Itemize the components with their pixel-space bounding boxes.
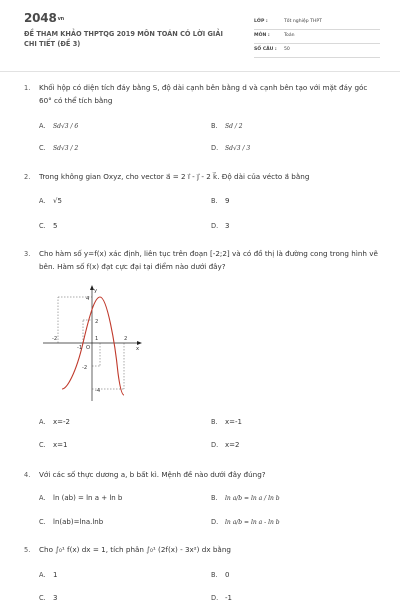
tick-neg2-x: -2 bbox=[52, 336, 58, 342]
option-a[interactable]: A. ln (ab) = ln a + ln b bbox=[39, 494, 123, 502]
option-a[interactable]: A. Sd√3 / 6 bbox=[39, 122, 79, 130]
option-b[interactable]: B. 9 bbox=[211, 197, 230, 205]
question-4: 4. Với các số thực dương a, b bất kì. Mệnh đề nào dưới đây đúng? A. ln (ab) = ln a + ln b B. ln a/b = ln a / ln b C. ln(ab)=lna.lnb D. ln a/b = ln a - ln b bbox=[24, 469, 380, 534]
question-stem: Với các số thực dương a, b bất kì. Mệnh đề nào dưới đây đúng? bbox=[39, 470, 266, 479]
header bbox=[0, 0, 400, 68]
option-a[interactable]: A. √5 bbox=[39, 197, 62, 205]
tick-4: 4 bbox=[86, 296, 90, 302]
tick-2: 2 bbox=[95, 319, 99, 325]
option-d[interactable]: D. x=2 bbox=[211, 441, 240, 449]
option-c[interactable]: C. ln(ab)=lna.lnb bbox=[39, 518, 104, 526]
question-stem: Trong không gian Oxyz, cho vector a⃗ = 2 i⃗ - j⃗ - 2 k⃗. Độ dài của vécto a⃗ bằng bbox=[39, 172, 310, 181]
option-b[interactable]: B. x=-1 bbox=[211, 418, 242, 426]
option-c[interactable]: C. Sd√3 / 2 bbox=[39, 144, 79, 152]
origin-label: O bbox=[86, 345, 91, 351]
option-b[interactable]: B. 0 bbox=[211, 571, 230, 579]
option-a[interactable]: A. x=-2 bbox=[39, 418, 70, 426]
tick-1: 1 bbox=[95, 336, 99, 342]
question-3: 3. Cho hàm số y=f(x) xác định, liên tục trên đoạn [-2;2] và có đồ thị là đường cong trong hình vẽ bên. Hàm số f(x) đạt cực đại tại điểm nào dưới đây? A. x=-2 B. x=-1 C. x=1 D. x=2 bbox=[24, 248, 380, 458]
exam-title: ĐỀ THAM KHẢO THPTQG 2019 MÔN TOÁN CÓ LỜI GIẢI CHI TIẾT (ĐỀ 3) bbox=[24, 30, 223, 48]
question-stem: Cho hàm số y=f(x) xác định, liên tục trên đoạn [-2;2] và có đồ thị là đường cong trong hình vẽ bên. Hàm số f(x) đạt cực đại tại điểm nào dưới đây? bbox=[39, 249, 378, 271]
exam-meta bbox=[254, 16, 380, 58]
x-axis-arrow bbox=[137, 341, 142, 345]
question-1: 1. Khối hộp có diện tích đáy bằng S, độ dài cạnh bên bằng d và cạnh bên tạo với mặt đáy góc 60° có thể tích bằng A. Sd√3 / 6 B. Sd / 2 C. Sd√3 / 2 D. Sd√3 / 3 bbox=[24, 82, 380, 172]
question-5: 5. Cho ∫₀¹ f(x) dx = 1, tích phân ∫₀¹ (2f(x) - 3x²) dx bằng A. 1 B. 0 C. 3 D. -1 bbox=[24, 544, 380, 600]
option-b[interactable]: B. Sd / 2 bbox=[211, 122, 243, 130]
option-d[interactable]: D. ln a/b = ln a - ln b bbox=[211, 518, 280, 526]
meta-row-class: LỚP : Tốt nghiệp THPT bbox=[254, 16, 380, 30]
tick-neg2-y: -2 bbox=[82, 365, 88, 371]
option-c[interactable]: C. 3 bbox=[39, 594, 58, 602]
meta-row-subject: MÔN : Toán bbox=[254, 30, 380, 44]
function-graph bbox=[38, 283, 148, 403]
option-b[interactable]: B. ln a/b = ln a / ln b bbox=[211, 494, 280, 502]
option-d[interactable]: D. 3 bbox=[211, 222, 230, 230]
option-d[interactable]: D. -1 bbox=[211, 594, 232, 602]
question-2: 2. Trong không gian Oxyz, cho vector a⃗ = 2 i⃗ - j⃗ - 2 k⃗. Độ dài của vécto a⃗ bằng A. √5 B. 9 C. 5 D. 3 bbox=[24, 171, 380, 237]
tick-neg1: -1 bbox=[77, 345, 83, 351]
tick-2-x: 2 bbox=[124, 336, 128, 342]
option-a[interactable]: A. 1 bbox=[39, 571, 58, 579]
x-label: x bbox=[136, 346, 140, 352]
tick-neg4: -4 bbox=[95, 388, 101, 394]
site-logo[interactable]: 2048vn bbox=[24, 11, 65, 25]
option-c[interactable]: C. 5 bbox=[39, 222, 58, 230]
function-curve bbox=[62, 297, 124, 395]
option-d[interactable]: D. Sd√3 / 3 bbox=[211, 144, 251, 152]
y-label: y bbox=[94, 288, 98, 294]
question-stem: Khối hộp có diện tích đáy bằng S, độ dài cạnh bên bằng d và cạnh bên tạo với mặt đáy góc 60° có thể tích bằng bbox=[39, 83, 368, 105]
header-divider bbox=[0, 71, 400, 72]
question-stem: Cho ∫₀¹ f(x) dx = 1, tích phân ∫₀¹ (2f(x) - 3x²) dx bằng bbox=[39, 545, 231, 554]
option-c[interactable]: C. x=1 bbox=[39, 441, 68, 449]
meta-row-count: SỐ CÂU : 50 bbox=[254, 44, 380, 58]
